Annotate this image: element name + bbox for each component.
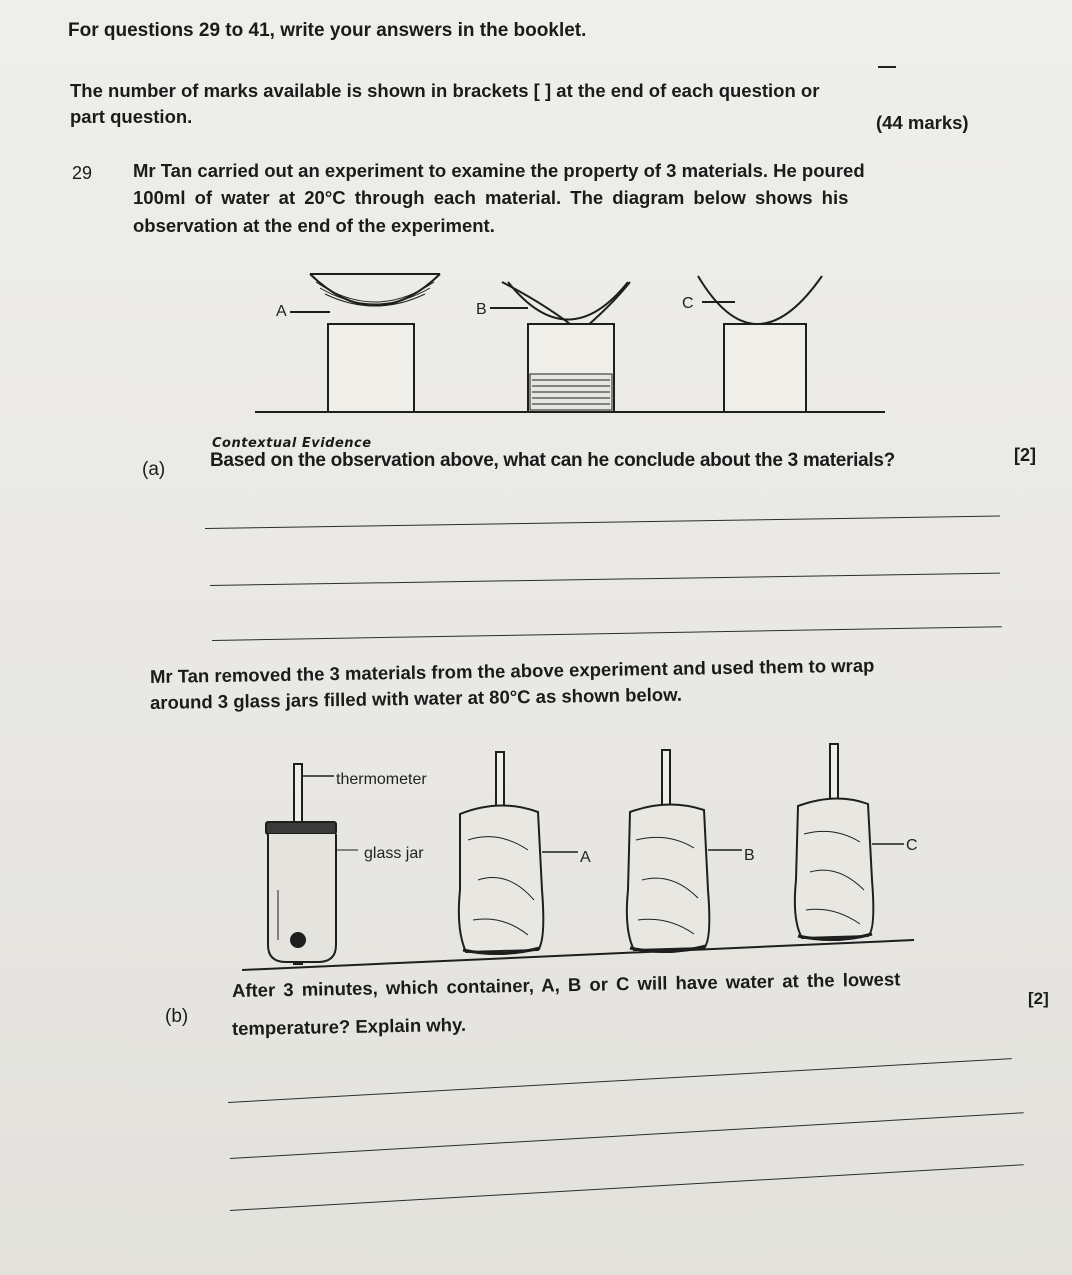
transition-line2: around 3 glass jars filled with water at 80°C as shown below. xyxy=(149,683,683,713)
container-a xyxy=(290,274,440,412)
total-marks: (44 marks) xyxy=(876,112,969,133)
glass-jar-label: glass jar xyxy=(364,845,424,862)
marks-info-line1: The number of marks available is shown in brackets [ ] at the end of each question or xyxy=(70,80,820,101)
answer-line-a3[interactable] xyxy=(212,626,1002,641)
jar-label-b: B xyxy=(744,847,755,864)
part-b-marks: [2] xyxy=(1028,989,1049,1008)
part-a-question: Based on the observation above, what can he conclude about the 3 materials? xyxy=(210,450,895,471)
answer-line-b3[interactable] xyxy=(230,1164,1024,1211)
margin-mark xyxy=(878,66,896,68)
filter-diagram xyxy=(250,262,890,422)
label-b: B xyxy=(476,301,487,318)
jar-label-c: C xyxy=(906,837,918,854)
jar-diagram xyxy=(238,740,918,980)
container-b xyxy=(490,282,630,412)
wrapped-jar-c xyxy=(795,744,904,940)
stem-line1: Mr Tan carried out an experiment to examine the property of 3 materials. He poured xyxy=(133,160,865,181)
wrapped-jar-b xyxy=(627,750,742,952)
answer-line-b2[interactable] xyxy=(230,1112,1024,1159)
part-b-question-line2: temperature? Explain why. xyxy=(231,1013,467,1039)
transition-line1: Mr Tan removed the 3 materials from the above experiment and used them to wrap xyxy=(149,654,875,687)
wrapped-jar-a xyxy=(459,752,578,954)
jar-label-a: A xyxy=(580,849,591,866)
part-a-marks: [2] xyxy=(1014,445,1036,465)
stem-line2: 100ml of water at 20°C through each material. The diagram below shows his xyxy=(133,187,849,208)
container-c xyxy=(698,276,822,412)
answer-line-a1[interactable] xyxy=(205,516,1000,529)
instruction-text: For questions 29 to 41, write your answers in the booklet. xyxy=(68,20,587,41)
label-c: C xyxy=(682,295,694,312)
stem-line3: observation at the end of the experiment. xyxy=(133,215,495,236)
part-b-label: (b) xyxy=(165,1006,189,1027)
glass-jar-reference xyxy=(266,764,358,964)
thermometer-label: thermometer xyxy=(336,771,427,788)
question-number: 29 xyxy=(72,163,93,183)
handwritten-annotation: Contextual Evidence xyxy=(212,436,372,451)
part-a-label: (a) xyxy=(142,459,166,480)
marks-info-line2: part question. xyxy=(70,106,193,127)
answer-line-b1[interactable] xyxy=(228,1058,1012,1103)
part-b-question-line1: After 3 minutes, which container, A, B or C will have water at the lowest xyxy=(231,968,901,1001)
label-a: A xyxy=(276,303,287,320)
answer-line-a2[interactable] xyxy=(210,573,1000,586)
